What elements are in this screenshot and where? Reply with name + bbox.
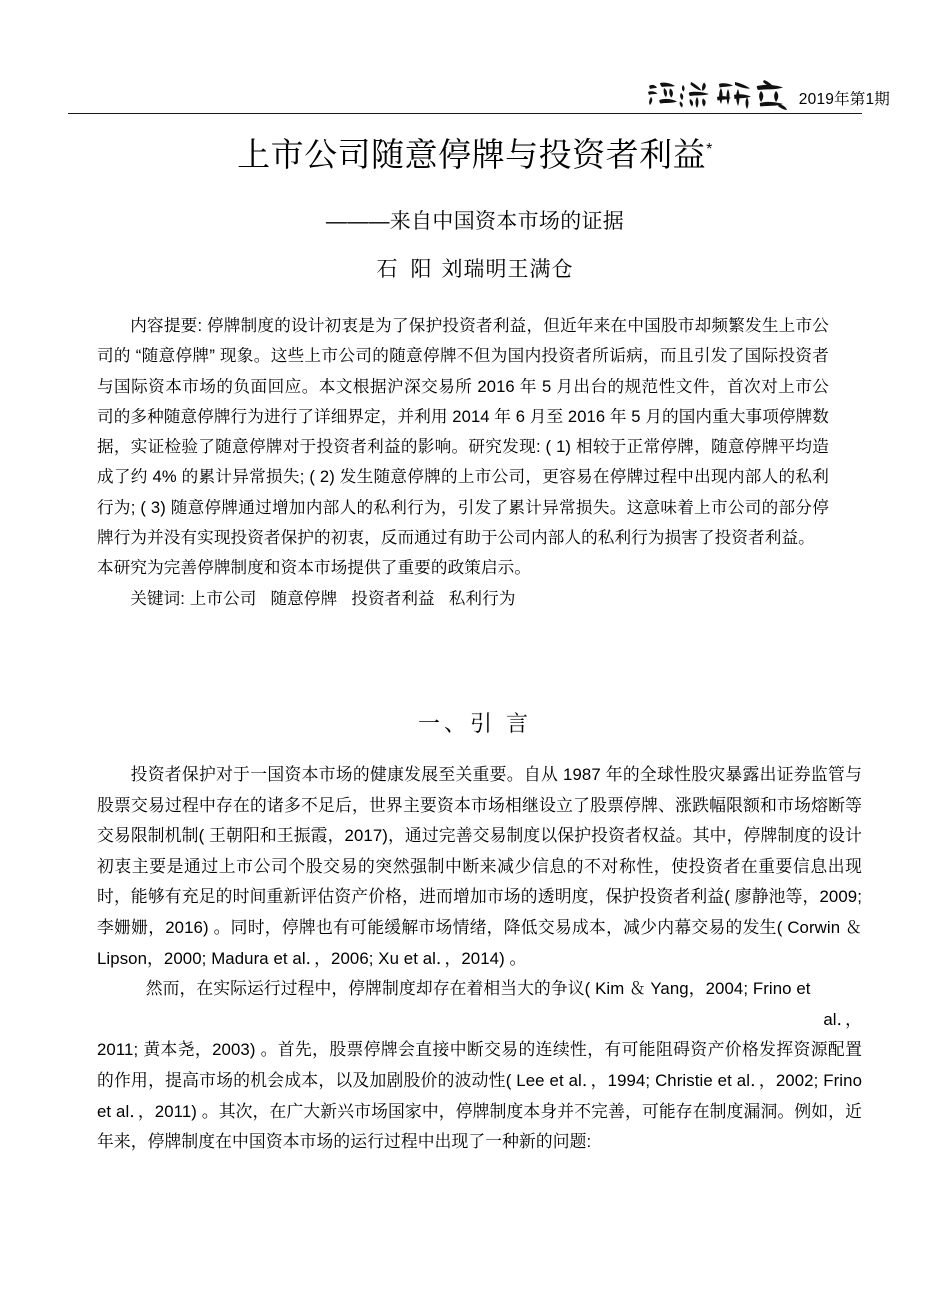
author-1: 石 bbox=[376, 258, 399, 281]
keyword-2: 随意停牌 bbox=[270, 588, 338, 608]
body-paragraph-1: 投资者保护对于一国资本市场的健康发展至关重要。自从 1987 年的全球性股灾暴露出证券监管与股票交易过程中存在的诸多不足后，世界主要资本市场相继设立了股票停牌、涨跌幅限额和市场熔断等交易限制机制( 王朝阳和王振霞，2017)，通过完善交易制度以保护投资者权益。其中，停牌制度的设计初衷主要是通过上市公司个股交易的突然强制中断来减少信息的不对称性，使投资者在重要信息出现时，能够有充足的时间重新评估资产价格，进而增加市场的透明度，保护投资者利益( 廖静池等，2009; 李姗姗，2016) 。同时，停牌也有可能缓解市场情绪，降低交易成本，减少内幕交易的发生( Corwin ＆ Lipson，2000; Madura et al．，2006; Xu et al．，2014) 。 bbox=[97, 765, 862, 968]
body-paragraph-2-head: 然而，在实际运行过程中，停牌制度却存在着相当大的争议( Kim ＆ Yang，2004; Frino et bbox=[145, 979, 811, 999]
abstract-paragraph: 内容提要: 停牌制度的设计初衷是为了保护投资者利益，但近年来在中国股市却频繁发生上市公司的 “随意停牌” 现象。这些上市公司的随意停牌不但为国内投资者所诟病，而且引发了国际投资者与国际资本市场的负面回应。本文根据沪深交易所 2016 年 5 月出台的规范性文件，首次对上市公司的多种随意停牌行为进行了详细界定，并利用 2014 年 6 月至 2016 年 5 月的国内重大事项停牌数据，实证检验了随意停牌对于投资者利益的影响。研究发现: ( 1) 相较于正常停牌，随意停牌平均造成了约 4% 的累计异常损失; ( 2) 发生随意停牌的上市公司，更容易在停牌过程中出现内部人的私利行为; ( 3) 随意停牌通过增加内部人的私利行为，引发了累计异常损失。这意味着上市公司的部分停牌行为并没有实现投资者保护的初衷，反而通过有助于公司内部人的私利行为损害了投资者利益。 bbox=[97, 316, 829, 548]
running-head bbox=[68, 62, 890, 114]
running-head-rule bbox=[68, 113, 862, 114]
keyword-4: 私利行为 bbox=[448, 588, 516, 608]
article-subtitle: ———来自中国资本市场的证据 bbox=[325, 210, 625, 233]
abstract-block bbox=[97, 311, 829, 614]
author-4: 王满仓 bbox=[507, 258, 574, 281]
keyword-3: 投资者利益 bbox=[351, 588, 435, 608]
issue-label: 2019年第1期 bbox=[798, 90, 890, 108]
article-title-text: 上市公司随意停牌与投资者利益 bbox=[237, 136, 707, 173]
body-paragraph-2-rest: 2011; 黄本尧，2003) 。首先，股票停牌会直接中断交易的连续性，有可能阻碍资产价格发挥资源配置的作用，提高市场的机会成本，以及加剧股价的波动性( Lee et al．，1994; Christie et al．，2002; Frino et al．，2011) 。其次，在广大新兴市场国家中，停牌制度本身并不完善，可能存在制度漏洞。例如，近年来，停牌制度在中国资本市场的运行过程中出现了一种新的问题: bbox=[97, 1040, 862, 1152]
section-1-body bbox=[97, 760, 862, 1158]
title-footnote-mark: * bbox=[706, 141, 713, 158]
section-heading-1: 一、引 言 bbox=[417, 711, 533, 736]
keywords-line bbox=[97, 584, 829, 614]
keyword-1: 上市公司 bbox=[189, 588, 257, 608]
keywords-label: 关键词: bbox=[130, 588, 185, 608]
author-3: 刘瑞明 bbox=[441, 258, 508, 281]
article-title bbox=[0, 134, 950, 175]
body-paragraph-2-hang: al．， bbox=[823, 1009, 862, 1029]
author-list bbox=[0, 253, 950, 283]
author-2: 阳 bbox=[410, 258, 433, 281]
abstract-implication: 本研究为完善停牌制度和资本市场提供了重要的政策启示。 bbox=[97, 558, 532, 578]
journal-logo-icon bbox=[645, 75, 795, 111]
